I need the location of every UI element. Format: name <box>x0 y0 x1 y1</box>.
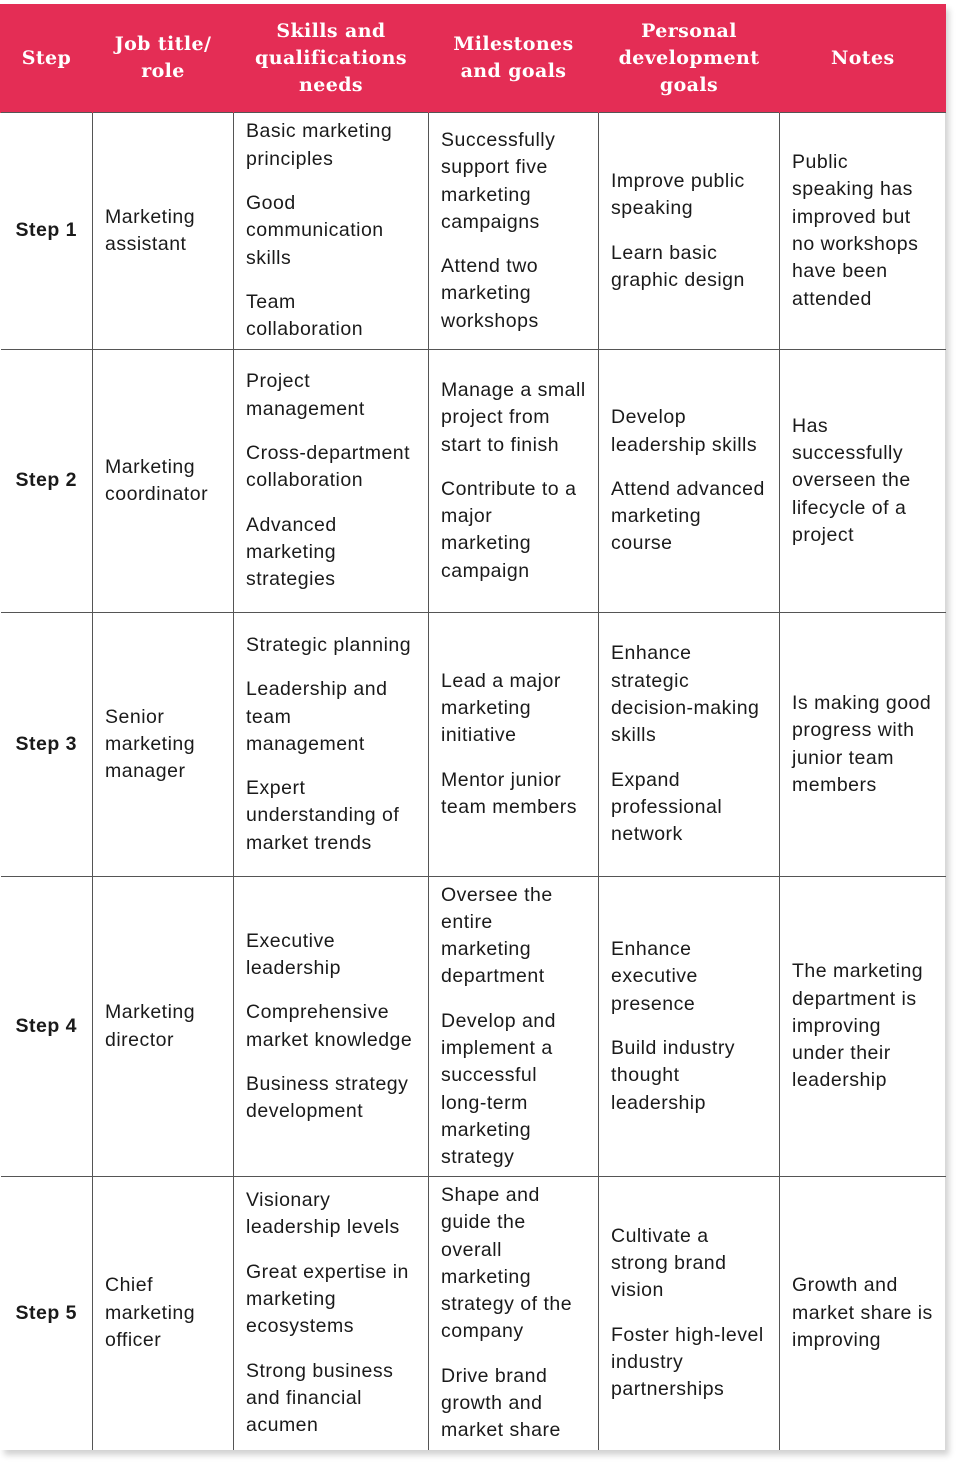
personal-goal-item: Develop leadership skills <box>611 406 758 456</box>
milestone-item: Successfully support five marketing campaigns <box>441 128 556 233</box>
personal-goals-cell <box>599 877 780 1177</box>
skill-item: Visionary leadership levels <box>246 1189 400 1239</box>
role-cell: Senior marketing manager <box>93 613 234 877</box>
header-notes: Notes <box>780 4 946 113</box>
milestone-item: Contribute to a major marketing campaign <box>441 477 577 582</box>
milestone-item: Mentor junior team members <box>441 768 578 818</box>
personal-goals-cell <box>599 613 780 877</box>
step-cell: Step 3 <box>1 613 93 877</box>
table-row <box>1 113 946 350</box>
notes-cell: Has successfully overseen the lifecycle of a project <box>780 350 946 613</box>
skill-item: Cross-department collaboration <box>246 442 411 492</box>
notes-cell: The marketing department is improving under their leadership <box>780 877 946 1177</box>
step-cell: Step 4 <box>1 877 93 1177</box>
table-row <box>1 613 946 877</box>
personal-goal-item: Foster high-level industry partnerships <box>611 1323 764 1401</box>
skill-item: Expert understanding of market trends <box>246 777 400 854</box>
role-cell: Chief marketing officer <box>93 1177 234 1450</box>
skill-item: Executive leadership <box>246 929 341 979</box>
header-step: Step <box>1 4 93 113</box>
milestone-item: Oversee the entire marketing department <box>441 883 553 988</box>
skill-item: Leadership and team management <box>246 678 388 755</box>
personal-goals-cell <box>599 350 780 613</box>
milestone-item: Develop and implement a successful long-term marketing strategy <box>441 1009 556 1169</box>
header-skills: Skills and qualifications needs <box>234 4 429 113</box>
career-plan-table <box>0 4 946 1450</box>
skill-item: Business strategy development <box>246 1072 409 1123</box>
notes-cell: Is making good progress with junior team members <box>780 613 946 877</box>
table-row <box>1 877 946 1177</box>
table-row <box>1 1177 946 1450</box>
personal-goal-item: Cultivate a strong brand vision <box>611 1224 727 1302</box>
milestone-item: Drive brand growth and market share <box>441 1364 561 1442</box>
personal-goals-cell <box>599 1177 780 1450</box>
role-cell: Marketing assistant <box>93 113 234 350</box>
skill-item: Good communication skills <box>246 192 384 269</box>
skills-cell <box>234 613 429 877</box>
milestone-item: Manage a small project from start to finish <box>441 378 586 456</box>
milestone-item: Shape and guide the overall marketing strategy of the company <box>441 1183 573 1343</box>
header-personal-development: Personal development goals <box>599 4 780 113</box>
milestone-item: Lead a major marketing initiative <box>441 669 561 747</box>
skill-item: Project management <box>246 370 365 420</box>
personal-goal-item: Improve public speaking <box>611 169 745 220</box>
skills-cell <box>234 877 429 1177</box>
personal-goal-item: Build industry thought leadership <box>611 1037 736 1114</box>
personal-goal-item: Attend advanced marketing course <box>611 477 765 555</box>
personal-goal-item: Enhance strategic decision-making skills <box>611 642 760 747</box>
milestones-cell <box>429 113 599 350</box>
milestones-cell <box>429 350 599 613</box>
notes-cell: Growth and market share is improving <box>780 1177 946 1450</box>
notes-cell: Public speaking has improved but no workshops have been attended <box>780 113 946 350</box>
milestones-cell <box>429 877 599 1177</box>
skill-item: Strong business and financial acumen <box>246 1359 394 1437</box>
career-plan-table-container <box>0 4 945 1450</box>
personal-goal-item: Expand professional network <box>611 768 723 846</box>
personal-goal-item: Learn basic graphic design <box>611 241 745 291</box>
skills-cell <box>234 113 429 350</box>
skills-cell <box>234 350 429 613</box>
role-cell: Marketing coordinator <box>93 350 234 613</box>
table-row <box>1 350 946 613</box>
personal-goal-item: Enhance executive presence <box>611 938 698 1015</box>
skill-item: Team collaboration <box>246 290 364 341</box>
milestone-item: Attend two marketing workshops <box>441 255 539 332</box>
skills-cell <box>234 1177 429 1450</box>
step-cell: Step 1 <box>1 113 93 350</box>
skill-item: Great expertise in marketing ecosystems <box>246 1260 409 1338</box>
step-cell: Step 2 <box>1 350 93 613</box>
skill-item: Comprehensive market knowledge <box>246 1001 413 1051</box>
header-milestones: Milestones and goals <box>429 4 599 113</box>
header-job-title: Job title/ role <box>93 4 234 113</box>
skill-item: Strategic planning <box>246 633 412 656</box>
skill-item: Basic marketing principles <box>246 120 393 170</box>
step-cell: Step 5 <box>1 1177 93 1450</box>
role-cell: Marketing director <box>93 877 234 1177</box>
milestones-cell <box>429 613 599 877</box>
header-row <box>1 4 946 113</box>
milestones-cell <box>429 1177 599 1450</box>
skill-item: Advanced marketing strategies <box>246 513 337 591</box>
personal-goals-cell <box>599 113 780 350</box>
